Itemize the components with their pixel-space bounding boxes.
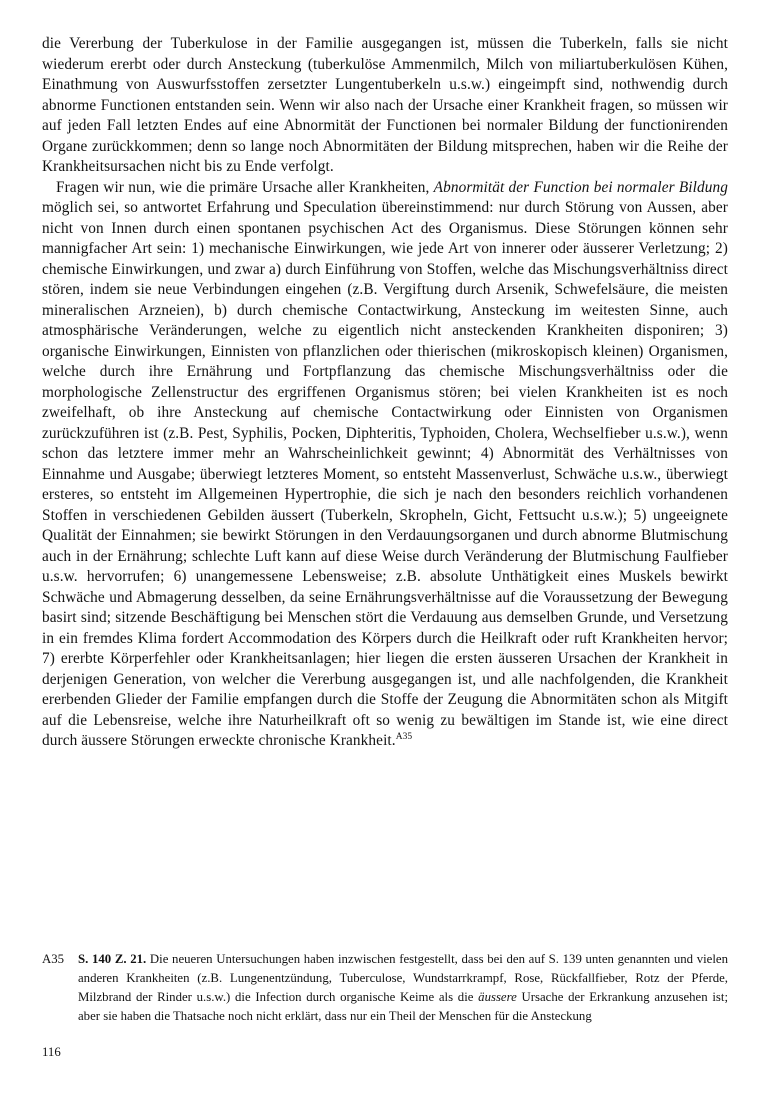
paragraph-1: die Vererbung der Tuberkulose in der Familie ausgegangen ist, müssen die Tuberkeln, falls sie nicht wiederum ererbt oder durch Ansteckung (tuberkulöse Ammenmilch, Milch von miliartuberkulösen Kühen, Einathmung von Auswurfsstoffen zersetzter Lungentuberkeln u.s.w.) eingeimpft sind, nothwendig durch abnorme Functionen entstanden sein. Wenn wir also nach der Ursache einer Krankheit fragen, so müssen wir auf jeden Fall letzten Endes auf eine Abnormität der Functionen bei normaler Bildung der functionirenden Organe zurückkommen; denn so lange noch Abnormitäten der Bildung mitsprechen, haben wir die Reihe der Krankheitsursachen nicht bis zu Ende verfolgt. <box>42 35 728 175</box>
footnote-text-end: Ursache der Erkrankung anzusehen ist; aber sie haben die Thatsache noch nicht erklärt, dass nur ein Theil der Menschen für die Ansteckung <box>78 990 729 1023</box>
paragraph-2-italic-phrase: Abnormität der Function bei normaler Bildung <box>433 178 728 196</box>
paragraph-2-text-end: möglich sei, so antwortet Erfahrung und Speculation übereinstimmend: nur durch Störung von Aussen, aber nicht von Innen durch einen spontanen psychischen Act des Organismus. Diese Störungen können sehr mannigfacher Art sein: 1) mechanische Einwirkungen, wie jede Art von innerer oder äusserer Verletzung; 2) chemische Einwirkungen, und zwar a) durch Einführung von Stoffen, welche das Mischungsverhältniss direct stören, indem sie neue Verbindungen eingehen (z.B. Vergiftung durch Arsenik, Schwefelsäure, die meisten mineralischen Arzneien), b) durch chemische Contactwirkung, Ansteckung im weitesten Sinne, auch atmosphärische Veränderungen, welche zu eigentlich nicht ansteckenden Krankheiten disponiren; 3) organische Einwirkungen, Einnisten von pflanzlichen oder thierischen (mikroskopisch kleinen) Organismen, welche durch ihre Ernährung und Fortpflanzung das chemische Mischungsverhältniss oder die morphologische Zellenstructur des ergriffenen Organismus stören; bei vielen Krankheiten ist es noch zweifelhaft, ob ihre Ansteckung auf chemische Contactwirkung oder Einnisten von Organismen zurückzuführen ist (z.B. Pest, Syphilis, Pocken, Diphteritis, Typhoiden, Cholera, Wechselfieber u.s.w.), wenn schon das letztere immer mehr an Wahrscheinlichkeit gewinnt; 4) Abnormität des Verhältnisses von Einnahme und Ausgabe; überwiegt letzteres Moment, so entsteht Massenverlust, Schwäche u.s.w., überwiegt ersteres, so entsteht im Allgemeinen Hypertrophie, die sich je nach den besonders reichlich vorhandenen Stoffen in verschiedenen Gebilden äussert (Tuberkeln, Skropheln, Gicht, Fettsucht u.s.w.); 5) ungeeignete Qualität der Einnahmen; sie bewirkt Störungen in den Verdauungsorganen und durch abnorme Blutmischung auch in der Ernährung; schlechte Luft kann auf diese Weise durch Veränderung der Blutmischung Faulfieber u.s.w. hervorrufen; 6) unangemessene Lebensweise; z.B. absolute Unthätigkeit eines Muskels bewirkt Schwäche und Abmagerung desselben, da seine Ernährungsverhältnisse auf die Voraussetzung der Bewegung basirt sind; sitzende Beschäftigung bei Menschen stört die Verdauung aus demselben Grunde, und Versetzung in ein fremdes Klima fordert Accommodation des Körpers durch die Heilkraft oder ruft Krankheiten hervor; 7) ererbte Körperfehler oder Krankheitsanlagen; hier liegen die ersten äusseren Ursachen der Krankheit in derjenigen Generation, von welcher die Vererbung ausgegangen ist, und alle nachfolgenden, die Krankheit ererbenden Glieder der Familie empfangen durch die Stoffe der Zeugung die Abnormitäten schon als Mitgift auf die Lebensreise, welche ihre Naturheilkraft oft so wenig zu bewältigen im Stande ist, wie eine direct durch äussere Störungen erweckte chronische Krankheit. <box>42 199 728 749</box>
footnote-reference-marker: A35 <box>395 731 413 742</box>
footnote-page-line-ref: S. 140 Z. 21. <box>78 952 147 966</box>
body-text <box>42 34 728 752</box>
footnote-italic-word: äussere <box>478 990 517 1004</box>
footnote-text-start: Die neueren Untersuchungen haben inzwischen festgestellt, dass bei den auf S. 139 unten genannten und vielen anderen Krankheiten (z.B. Lungenentzündung, Tuberculose, Wundstarrkrampf, Rose, Rückfallfieber, Rotz der Pferde, Milzbrand der Rinder u.s.w.) die Infection durch organische Keime als die <box>78 952 728 1004</box>
page-number: 116 <box>42 1045 61 1059</box>
footnote-body <box>78 950 728 1026</box>
paragraph-2 <box>42 178 728 752</box>
footnote-label: A35 <box>42 952 65 966</box>
paragraph-2-text-start: Fragen wir nun, wie die primäre Ursache aller Krankheiten, <box>56 178 434 196</box>
footnote <box>42 950 728 1026</box>
